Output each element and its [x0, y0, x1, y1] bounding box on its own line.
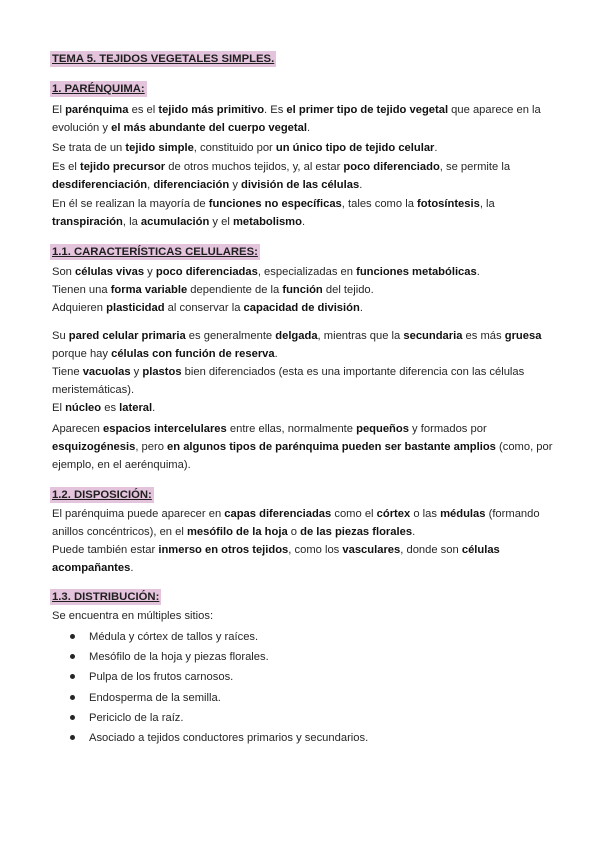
section-heading-parenquima	[52, 81, 147, 97]
text-run: , pero	[135, 441, 168, 453]
bold-text: vasculares	[342, 544, 401, 556]
bold-text: acumulación	[140, 216, 210, 228]
heading-text: 1.1. CARACTERÍSTICAS CELULARES:	[52, 246, 258, 258]
text-run: Es el	[52, 161, 80, 173]
bold-text: plastos	[142, 366, 182, 378]
paragraph	[52, 420, 557, 474]
text-run: que aparece en la evolución y	[52, 104, 541, 134]
list-item: Endosperma de la semilla.	[52, 690, 368, 710]
bold-text: de las piezas florales	[300, 526, 413, 538]
text-run: es más	[462, 330, 505, 342]
bold-text: vacuolas	[82, 366, 131, 378]
heading-text: 1. PARÉNQUIMA:	[52, 83, 145, 95]
section-heading-distribucion	[52, 589, 161, 605]
document-title	[52, 51, 276, 67]
bold-text: médulas	[440, 508, 486, 520]
text-run: . Es	[264, 104, 287, 116]
text-run: , como los	[288, 544, 343, 556]
text-run: como el	[331, 508, 377, 520]
bold-text: metabolismo	[232, 216, 302, 228]
bold-text: desdiferenciación	[52, 179, 148, 191]
text-run: .	[412, 526, 416, 538]
list-item: Médula y córtex de tallos y raíces.	[52, 629, 368, 649]
text-run: .	[301, 216, 306, 228]
section-heading-caracteristicas	[52, 244, 260, 260]
bold-text: mesófilo de la hoja	[186, 526, 288, 538]
text-run: El	[52, 104, 66, 116]
text-run: entre ellas, normalmente	[226, 423, 357, 435]
bold-text: parénquima	[65, 104, 129, 116]
bold-text: esquizogénesis	[52, 441, 136, 453]
text-run: .	[434, 142, 438, 154]
bold-text: división de las células	[241, 179, 360, 191]
text-run: es generalmente	[185, 330, 276, 342]
text-run: al conservar la	[164, 302, 244, 314]
bold-text: poco diferenciado	[343, 161, 440, 173]
text-run: (como, por ejemplo, en el aerénquima).	[52, 441, 553, 471]
text-run: El parénquima puede aparecer en	[52, 508, 225, 520]
text-run: Aparecen	[52, 423, 103, 435]
bold-text: poco diferenciadas	[155, 266, 258, 278]
heading-text: 1.3. DISTRIBUCIÓN:	[52, 591, 160, 603]
bold-text: células con función de reserva	[111, 348, 275, 360]
bold-text: núcleo	[65, 402, 102, 414]
text-run: porque hay	[52, 348, 112, 360]
bold-text: capas diferenciadas	[224, 508, 332, 520]
text-run: .	[130, 562, 134, 574]
bold-text: delgada	[275, 330, 318, 342]
paragraph	[52, 263, 557, 317]
bold-text: gruesa	[504, 330, 542, 342]
text-run: Puede también estar	[52, 544, 159, 556]
paragraph	[52, 505, 557, 577]
text-run: , la	[122, 216, 141, 228]
text-run: y	[144, 266, 156, 278]
bold-text: tejido precursor	[79, 161, 166, 173]
paragraph	[52, 139, 557, 157]
title-text: TEMA 5. TEJIDOS VEGETALES SIMPLES.	[52, 53, 275, 65]
bold-text: tejido más primitivo	[158, 104, 265, 116]
list-item: Asociado a tejidos conductores primarios y secundarios.	[52, 730, 368, 750]
bold-text: funciones no específicas	[208, 198, 342, 210]
heading-text: 1.2. DISPOSICIÓN:	[52, 489, 152, 501]
text-run: .	[359, 179, 363, 191]
bold-text: el primer tipo de tejido vegetal	[286, 104, 449, 116]
text-run: Tiene	[52, 366, 83, 378]
bold-text: el más abundante del cuerpo vegetal	[111, 122, 307, 134]
bold-text: secundaria	[403, 330, 463, 342]
bold-text: inmerso en otros tejidos	[158, 544, 289, 556]
bold-text: lateral	[119, 402, 153, 414]
text-run: .	[306, 122, 311, 134]
paragraph	[52, 327, 557, 417]
text-run: dependiente de la	[187, 284, 283, 296]
text-run: , tales como la	[341, 198, 418, 210]
list-item: Periciclo de la raíz.	[52, 710, 368, 730]
bold-text: en algunos tipos de parénquima pueden ser bastante amplios	[167, 441, 496, 453]
bold-text: células vivas	[75, 266, 145, 278]
paragraph	[52, 158, 557, 194]
text-run: y	[130, 366, 143, 378]
text-run: Adquieren	[52, 302, 107, 314]
text-run: , constituido por	[193, 142, 276, 154]
paragraph	[52, 195, 557, 231]
bold-text: forma variable	[110, 284, 188, 296]
text-run: .	[152, 402, 156, 414]
text-run: es	[101, 402, 120, 414]
text-run: , donde son	[400, 544, 462, 556]
text-run: , mientras que la	[317, 330, 404, 342]
bold-text: transpiración	[52, 216, 123, 228]
paragraph: Se encuentra en múltiples sitios:	[52, 610, 214, 622]
list-item: Pulpa de los frutos carnosos.	[52, 669, 368, 689]
text-run: Tienen una	[52, 284, 111, 296]
text-run: .	[274, 348, 278, 360]
bold-text: fotosíntesis	[417, 198, 480, 210]
list-item: Mesófilo de la hoja y piezas florales.	[52, 649, 368, 669]
text-run: En él se realizan la mayoría de	[52, 198, 209, 210]
paragraph	[52, 101, 557, 137]
bold-text: córtex	[376, 508, 411, 520]
text-run: , se permite la	[439, 161, 511, 173]
text-run: de otros muchos tejidos, y, al estar	[165, 161, 344, 173]
bold-text: diferenciación	[153, 179, 230, 191]
text-run: o las	[410, 508, 441, 520]
bold-text: pequeños	[356, 423, 409, 435]
bold-text: células acompañantes	[52, 544, 500, 574]
text-run: El	[52, 402, 66, 414]
text-run: Se trata de un	[52, 142, 126, 154]
text-run: (formando anillos concéntricos), en el	[52, 508, 540, 538]
bold-text: pared celular primaria	[68, 330, 186, 342]
text-run: y formados por	[408, 423, 487, 435]
bold-text: capacidad de división	[243, 302, 360, 314]
bold-text: espacios intercelulares	[103, 423, 227, 435]
distribution-list	[52, 629, 368, 750]
text-run: .	[359, 302, 363, 314]
bold-text: plasticidad	[106, 302, 165, 314]
bold-text: un único tipo de tejido celular	[275, 142, 435, 154]
bold-text: tejido simple	[125, 142, 194, 154]
text-run: y	[229, 179, 242, 191]
text-run: o	[287, 526, 301, 538]
text-run: Son	[52, 266, 76, 278]
text-run: Su	[52, 330, 69, 342]
section-heading-disposicion	[52, 487, 154, 503]
text-run: , la	[479, 198, 495, 210]
text-run: del tejido.	[322, 284, 374, 296]
text-run: .	[476, 266, 480, 278]
text-run: bien diferenciados (esta es una importante diferencia con las células meristemáticas).	[52, 366, 525, 396]
text-run: ,	[147, 179, 154, 191]
bold-text: función	[282, 284, 323, 296]
text-run: y el	[209, 216, 233, 228]
text-run: , especializadas en	[257, 266, 357, 278]
text-run: es el	[128, 104, 159, 116]
bold-text: funciones metabólicas	[356, 266, 477, 278]
